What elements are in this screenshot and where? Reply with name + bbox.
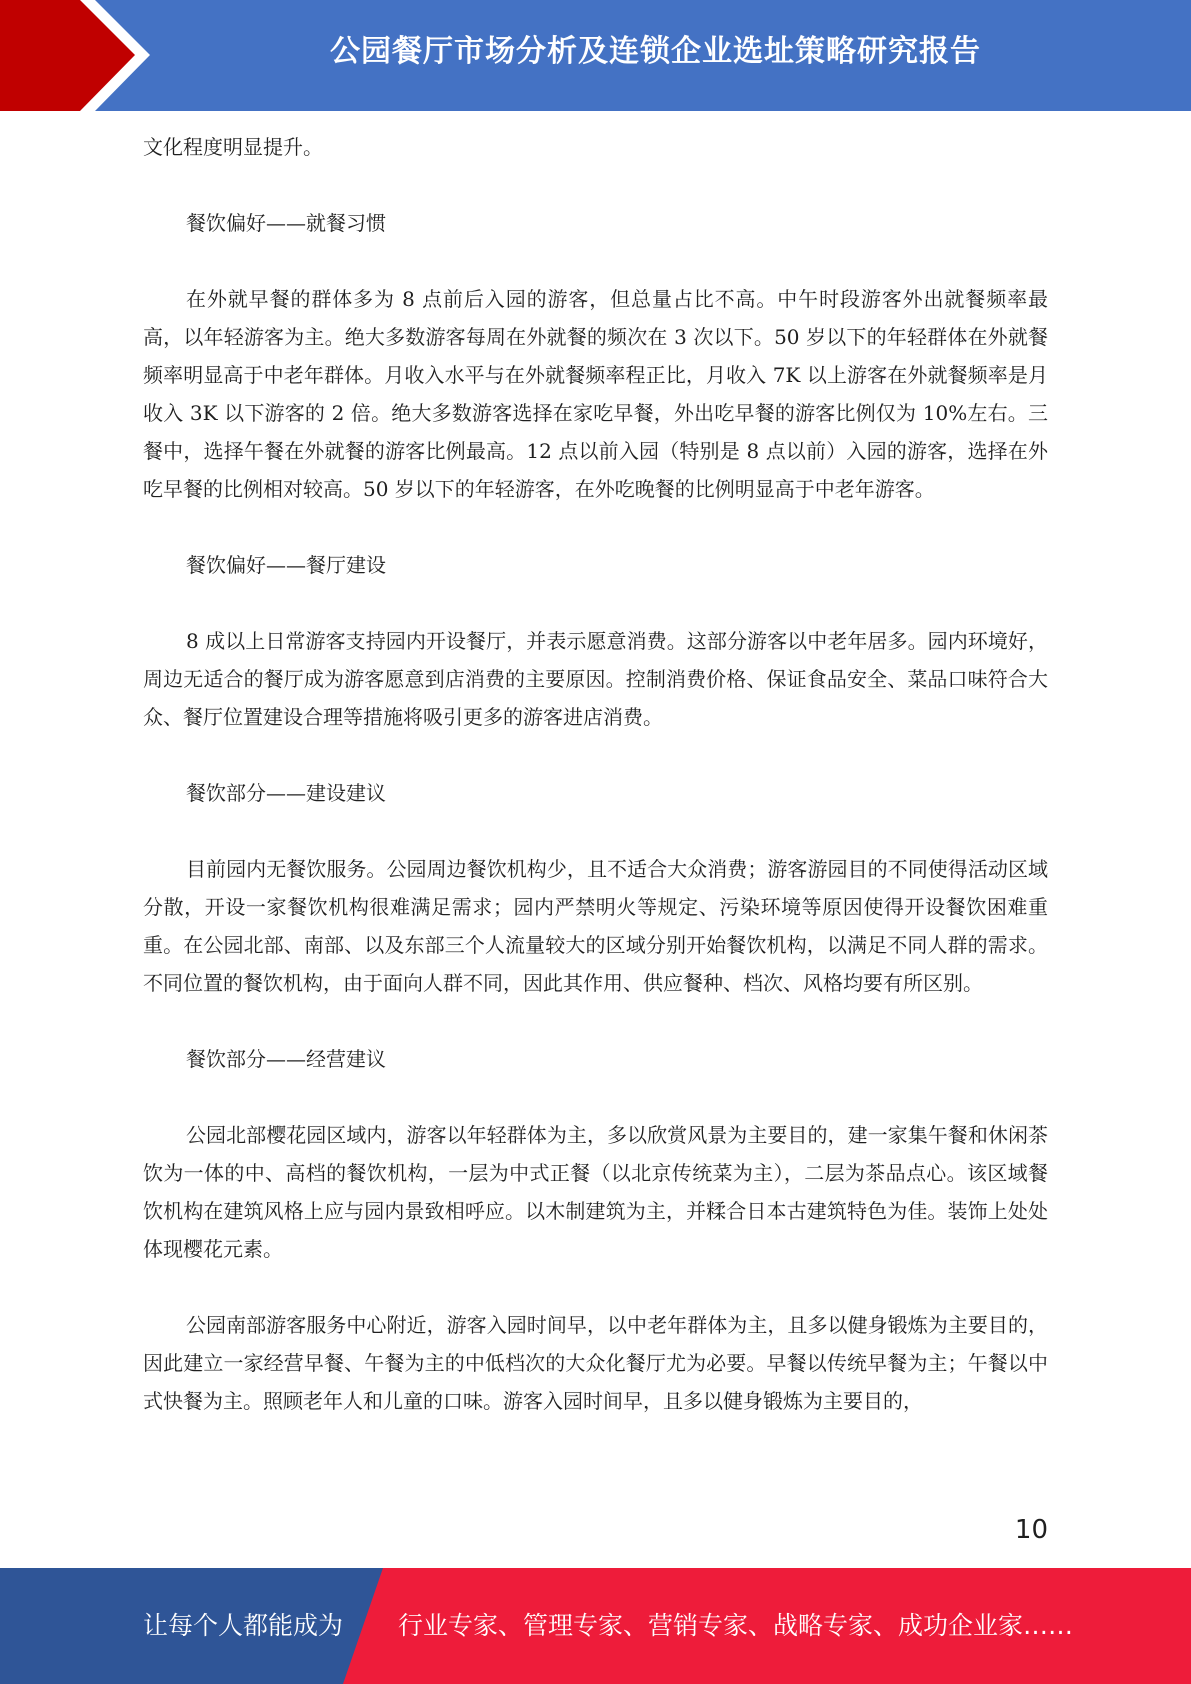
paragraph: 公园南部游客服务中心附近，游客入园时间早，以中老年群体为主，且多以健身锻炼为主要目的，因此建立一家经营早餐、午餐为主的中低档次的大众化餐厅尤为必要。早餐以传统早餐为主；午餐以中式快餐为主。照顾老年人和儿童的口味。游客入园时间早，且多以健身锻炼为主要目的， (143, 1313, 1048, 1413)
section-heading: 餐饮部分——建设建议 (186, 781, 386, 805)
page-footer (0, 1568, 1191, 1684)
document-body (143, 128, 1048, 1420)
paragraph: 8 成以上日常游客支持园内开设餐厅，并表示愿意消费。这部分游客以中老年居多。园内环境好，周边无适合的餐厅成为游客愿意到店消费的主要原因。控制消费价格、保证食品安全、菜品口味符合大众、餐厅位置建设合理等措施将吸引更多的游客进店消费。 (143, 629, 1048, 729)
section-heading: 餐饮部分——经营建议 (186, 1047, 386, 1071)
header-title: 公园餐厅市场分析及连锁企业选址策略研究报告 (330, 34, 981, 69)
paragraph: 目前园内无餐饮服务。公园周边餐饮机构少，且不适合大众消费；游客游园目的不同使得活动区域分散，开设一家餐饮机构很难满足需求；园内严禁明火等规定、污染环境等原因使得开设餐饮困难重重。在公园北部、南部、以及东部三个人流量较大的区域分别开始餐饮机构，以满足不同人群的需求。不同位置的餐饮机构，由于面向人群不同，因此其作用、供应餐种、档次、风格均要有所区别。 (143, 857, 1048, 995)
paragraph: 在外就早餐的群体多为 8 点前后入园的游客，但总量占比不高。中午时段游客外出就餐频率最高，以年轻游客为主。绝大多数游客每周在外就餐的频次在 3 次以下。50 岁以下的年轻群体在外就餐频率明显高于中老年群体。月收入水平与在外就餐频率程正比，月收入 7K 以上游客在外就餐频率是月收入 3K 以下游客的 2 倍。绝大多数游客选择在家吃早餐，外出吃早餐的游客比例仅为 10%左右。三餐中，选择午餐在外就餐的游客比例最高。12 点以前入园（特别是 8 点以前）入园的游客，选择在外吃早餐的比例相对较高。50 岁以下的年轻游客，在外吃晚餐的比例明显高于中老年游客。 (143, 287, 1048, 501)
page-header (0, 0, 1191, 111)
section-heading: 餐饮偏好——餐厅建设 (186, 553, 386, 577)
paragraph: 公园北部樱花园区域内，游客以年轻群体为主，多以欣赏风景为主要目的，建一家集午餐和休闲茶饮为一体的中、高档的餐饮机构，一层为中式正餐（以北京传统菜为主），二层为茶品点心。该区域餐饮机构在建筑风格上应与园内景致相呼应。以木制建筑为主，并糅合日本古建筑特色为佳。装饰上处处体现樱花元素。 (143, 1123, 1048, 1261)
paragraph: 文化程度明显提升。 (143, 135, 323, 159)
footer-slogan-right: 行业专家、管理专家、营销专家、战略专家、成功企业家…… (398, 1611, 1074, 1640)
section-heading: 餐饮偏好——就餐习惯 (186, 211, 386, 235)
footer-slogan-left: 让每个人都能成为 (143, 1611, 344, 1640)
page-number: 10 (1014, 1515, 1048, 1545)
